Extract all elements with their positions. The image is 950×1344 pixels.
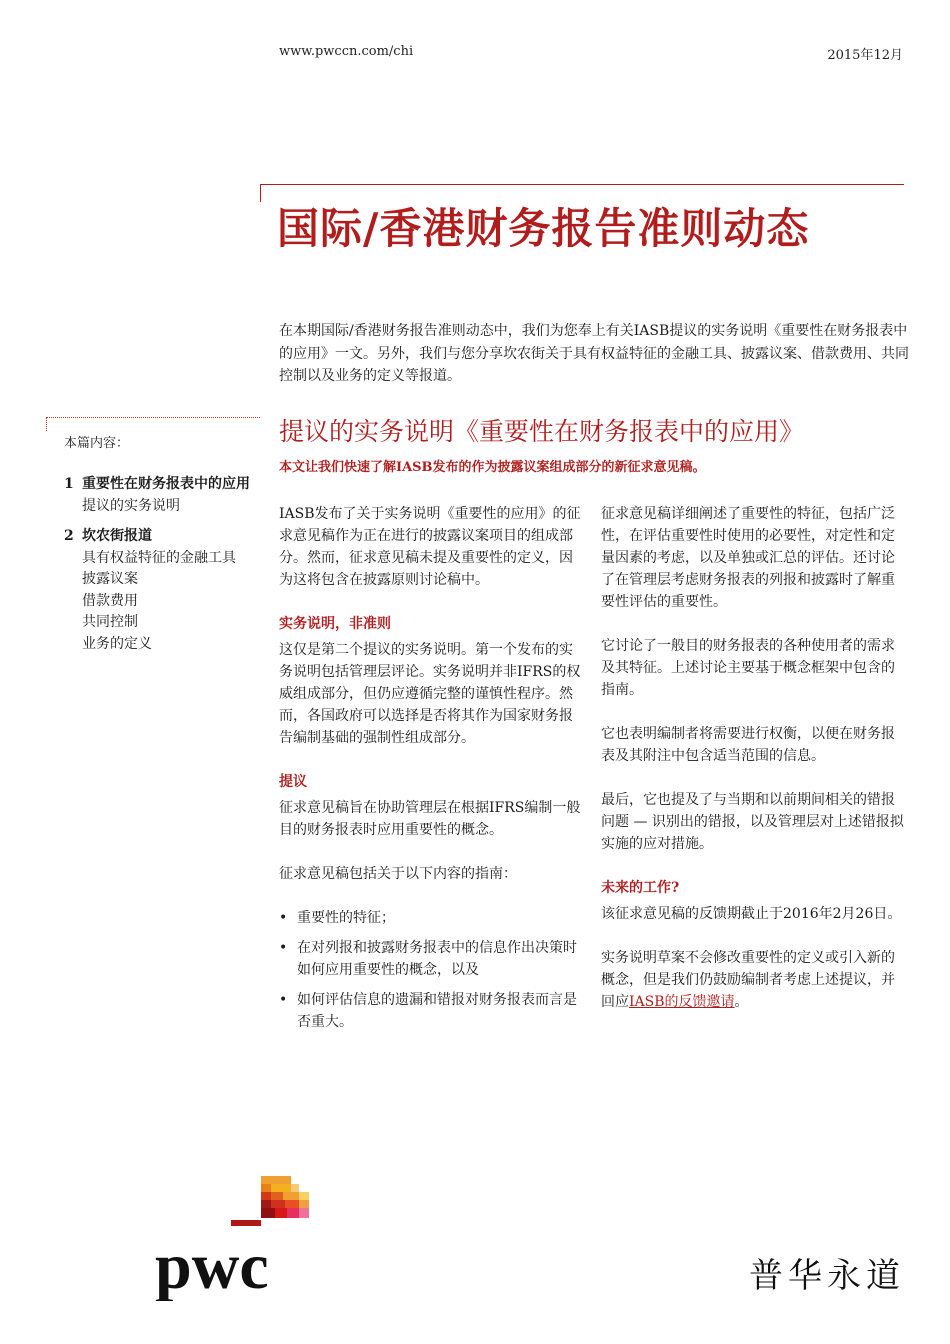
article-subtitle: 本文让我们快速了解IASB发布的作为披露议案组成部分的新征求意见稿。 — [279, 460, 706, 475]
toc-section-number: 2 — [64, 528, 74, 544]
toc-divider-tick — [46, 417, 47, 431]
table-of-contents — [64, 474, 264, 664]
pwc-wordmark: pwc — [155, 1230, 269, 1301]
logo-block — [271, 1192, 283, 1200]
list-item: • 如何评估信息的遗漏和错报对财务报表而言是否重大。 — [279, 989, 582, 1033]
logo-block — [261, 1184, 271, 1192]
title-rule — [260, 184, 904, 185]
logo-block — [299, 1200, 309, 1208]
bullet-list — [279, 907, 582, 1033]
toc-section-1 — [64, 474, 264, 517]
toc-item[interactable]: 业务的定义 — [82, 635, 152, 652]
toc-divider — [46, 417, 260, 418]
logo-block — [291, 1184, 299, 1192]
paragraph-with-link — [601, 947, 904, 1013]
list-item: • 重要性的特征； — [279, 907, 582, 929]
paragraph: 征求意见稿包括关于以下内容的指南： — [279, 866, 517, 882]
logo-block — [299, 1192, 309, 1200]
logo-block — [261, 1208, 275, 1218]
toc-section-title[interactable]: 重要性在财务报表中的应用 — [82, 476, 250, 492]
paragraph-text: 实务说明草案不会修改重要性的定义或引入新的概念，但是我们仍鼓励编制者考虑上述提议，并回应 — [601, 950, 895, 1010]
logo-block — [271, 1184, 291, 1192]
toc-item[interactable]: 披露议案 — [82, 571, 138, 587]
section-heading: 提议 — [279, 774, 307, 790]
toc-heading: 本篇内容： — [64, 436, 130, 451]
article-title: 提议的实务说明《重要性在财务报表中的应用》 — [279, 417, 805, 446]
pwc-logo — [155, 1176, 325, 1301]
logo-block — [275, 1208, 287, 1218]
paragraph: 征求意见稿详细阐述了重要性的特征，包括广泛性，在评估重要性时使用的必要性，对定性和定量因素的考虑，以及单独或汇总的评估。还讨论了在管理层考虑财务报表的列报和披露时了解重要性评估的重要性。 — [601, 506, 895, 610]
intro-paragraph: 在本期国际/香港财务报告准则动态中，我们为您奉上有关IASB提议的实务说明《重要性在财务报表中的应用》一文。另外，我们与您分享坎农街关于具有权益特征的金融工具、披露议案、借款费用、共同控制以及业务的定义等报道。 — [279, 323, 909, 384]
toc-section-number: 1 — [64, 476, 74, 492]
logo-block — [299, 1208, 309, 1218]
toc-item[interactable]: 共同控制 — [82, 614, 138, 630]
logo-block — [261, 1176, 291, 1184]
logo-block — [261, 1200, 271, 1208]
article-column-left — [279, 503, 582, 1041]
paragraph: 征求意见稿旨在协助管理层在根据IFRS编制一般目的财务报表时应用重要性的概念。 — [279, 800, 581, 838]
toc-item[interactable]: 具有权益特征的金融工具 — [82, 549, 236, 566]
paragraph-text: 。 — [734, 994, 749, 1010]
logo-block — [231, 1220, 261, 1226]
paragraph: 这仅是第二个提议的实务说明。第一个发布的实务说明包括管理层评论。实务说明并非IFRS的权威组成部分，但仍应遵循完整的谨慎性程序。然而，各国政府可以选择是否将其作为国家财务报告编制基础的强制性组成部分。 — [279, 642, 581, 746]
header-date: 2015年12月 — [827, 48, 903, 63]
paragraph: 最后，它也提及了与当期和以前期间相关的错报问题 — 识别出的错报，以及管理层对上述错报拟实施的应对措施。 — [601, 792, 904, 852]
paragraph: 该征求意见稿的反馈期截止于2016年2月26日。 — [601, 906, 902, 922]
article-column-right — [601, 503, 904, 1035]
brand-name-cn: 普华永道 — [749, 1256, 905, 1296]
logo-block — [287, 1208, 299, 1218]
logo-block — [283, 1192, 299, 1200]
section-heading: 实务说明，非准则 — [279, 616, 391, 632]
header-url[interactable]: www.pwccn.com/chi — [279, 44, 414, 59]
list-item: • 在对列报和披露财务报表中的信息作出决策时如何应用重要性的概念，以及 — [279, 937, 582, 981]
toc-section-title[interactable]: 坎农街报道 — [82, 528, 152, 544]
title-rule-tick — [260, 184, 261, 202]
toc-section-2 — [64, 526, 264, 655]
paragraph: 它也表明编制者将需要进行权衡，以便在财务报表及其附注中包含适当范围的信息。 — [601, 726, 895, 764]
logo-block — [261, 1192, 271, 1200]
iasb-feedback-link[interactable]: IASB的反馈邀请 — [629, 994, 735, 1010]
section-heading: 未来的工作? — [601, 880, 680, 896]
logo-block — [271, 1200, 285, 1208]
toc-item[interactable]: 提议的实务说明 — [82, 497, 180, 514]
paragraph: IASB发布了关于实务说明《重要性的应用》的征求意见稿作为正在进行的披露议案项目的组成部分。然而，征求意见稿未提及重要性的定义，因为这将包含在披露原则讨论稿中。 — [279, 506, 581, 588]
toc-item[interactable]: 借款费用 — [82, 592, 138, 609]
logo-block — [285, 1200, 299, 1208]
page-title: 国际/香港财务报告准则动态 — [277, 204, 810, 253]
paragraph: 它讨论了一般目的财务报表的各种使用者的需求及其特征。上述讨论主要基于概念框架中包含的指南。 — [601, 638, 895, 698]
